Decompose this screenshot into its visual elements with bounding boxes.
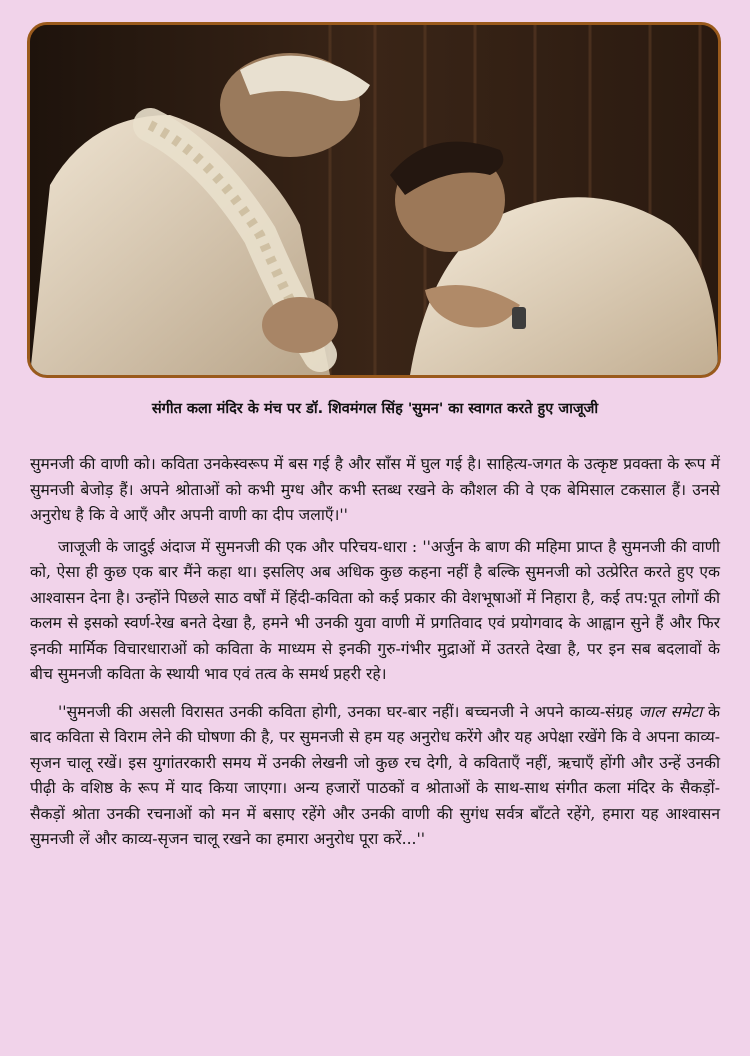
book-title-jaal-sameta: जाल समेटा — [638, 702, 703, 721]
paragraph-1: सुमनजी की वाणी को। कविता उनकेस्वरूप में बस गई है और साँस में घुल गई है। साहित्य-जगत के उत्कृष्ट प्रवक्ता के रूप में सुमनजी बेजोड़ हैं। अपने श्रोताओं को कभी मुग्ध और कभी स्तब्ध रखने के कौशल की वे एक बेमिसाल टकसाल हैं। उनसे अनुरोध है कि वे आएँ और अपनी वाणी का दीप जलाएँ।'' — [30, 455, 720, 524]
welcome-ceremony-photo — [30, 25, 718, 375]
article-body — [30, 452, 720, 853]
paragraph-3-part-b: के बाद कविता से विराम लेने की घोषणा की है, पर सुमनजी से हम यह अनुरोध करेंगे और यह अपेक्षा रखेंगे कि वे अपना काव्य-सृजन चालू रखें। इस युगांतरकारी समय में उनकी लेखनी जो कुछ रच देगी, वे कविताएँ नहीं, ऋचाएँ होंगी और उन्हें उनकी पीढ़ी के वशिष्ठ के रूप में याद किया जाएगा। अन्य हजारों पाठकों व श्रोताओं के साथ-साथ संगीत कला मंदिर के सैकड़ों-सैकड़ों श्रोता उनकी रचनाओं को मन में बसाए रहेंगे और उनकी वाणी की सुगंध सर्वत्र बाँटते रहेंगे, हमारा यह आश्वासन सुमनजी लें और काव्य-सृजन चालू रखने का हमारा अनुरोध पूरा करें...'' — [30, 702, 721, 848]
paragraph-3-part-a: ''सुमनजी की असली विरासत उनकी कविता होगी, उनका घर-बार नहीं। बच्चनजी ने अपने काव्य-संग्रह — [58, 702, 639, 721]
photo-caption: संगीत कला मंदिर के मंच पर डॉ. शिवमंगल सिंह 'सुमन' का स्वागत करते हुए जाजूजी — [151, 401, 599, 417]
paragraph-3 — [30, 700, 720, 853]
photo-frame — [27, 22, 721, 378]
paragraph-2: जाजूजी के जादुई अंदाज में सुमनजी की एक और परिचय-धारा : ''अर्जुन के बाण की महिमा प्राप्त है सुमनजी की वाणी को, ऐसा ही कुछ एक बार मैंने कहा था। इसलिए अब अधिक कुछ कहना नहीं है बल्कि सुमनजी को उत्प्रेरित करते हुए एक आश्वासन देना है। उन्होंने पिछले साठ वर्षों में हिंदी-कविता को कई प्रकार की वेशभूषाओं में निहारा है, कई तप:पूत लोगों की कलम से इसको स्वर्ण-रेख बनते देखा है, हमने भी उनकी युवा वाणी में प्रगतिवाद एवं प्रयोगवाद के आह्वान सुने हैं और फिर इनकी मार्मिक विचारधाराओं को कविता के माध्यम से इनकी गुरु-गंभीर मुद्राओं में उतरते देखा है, पर इन सब बदलावों के बीच सुमनजी कविता के स्थायी भाव एवं तत्व के समर्थ प्रहरी रहे। — [30, 537, 720, 683]
